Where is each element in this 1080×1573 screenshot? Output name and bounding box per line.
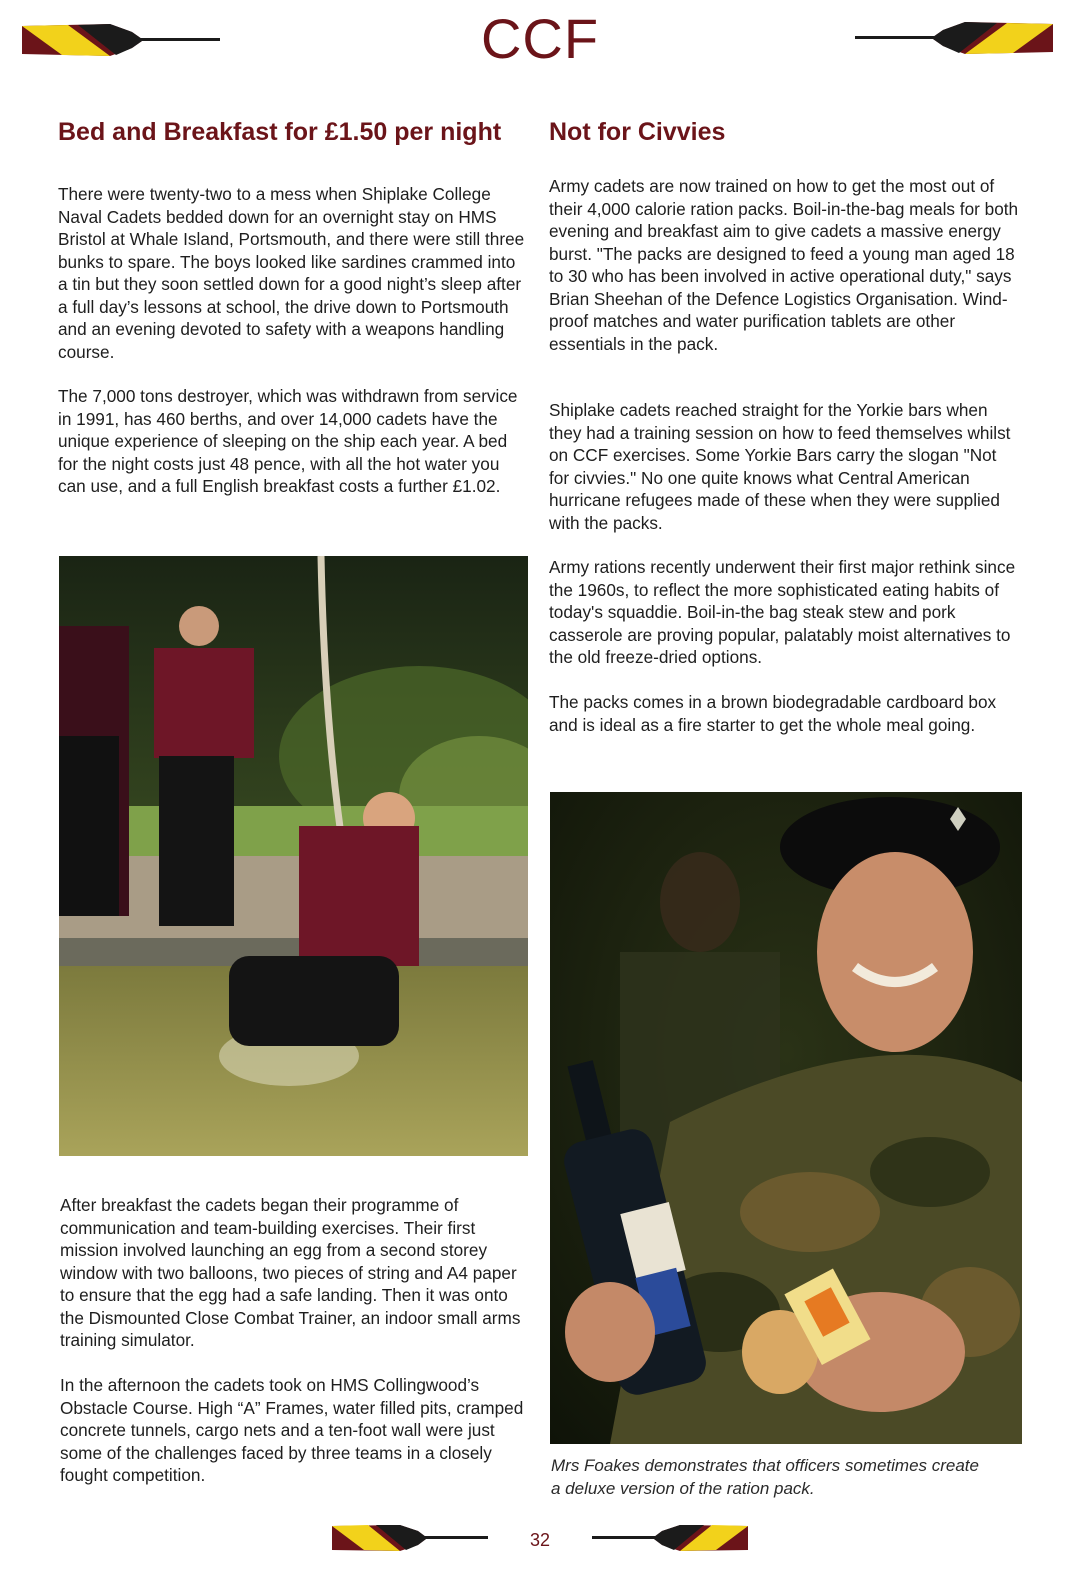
oar-bottom-left-icon	[330, 1522, 490, 1554]
right-paragraph-3: Army rations recently underwent their first major rethink since the 1960s, to reflect the more sophisticated eating habits of today's squaddie. Boil-in-the bag steak stew and pork casserole are proving popular, palatably moist alternatives to the old freeze-dried options.	[549, 557, 1016, 667]
left-paragraph-2: The 7,000 tons destroyer, which was withdrawn from service in 1991, has 460 berths, and over 14,000 cadets have the unique experience of sleeping on the ship each year. A bed for the night costs just 48 pence, with all the hot water you can use, and a full English breakfast costs a further £1.02.	[58, 386, 518, 496]
left-column-heading: Bed and Breakfast for £1.50 per night	[58, 118, 502, 146]
photo-caption: Mrs Foakes demonstrates that officers sometimes create a deluxe version of the ration pack.	[551, 1456, 979, 1498]
left-paragraph-1: There were twenty-two to a mess when Shiplake College Naval Cadets bedded down for an overnight stay on HMS Bristol at Whale Island, Portsmouth, and there were still three bunks to spare. The boys looked like sardines crammed into a tin but they soon settled down for a good night’s sleep after a full day’s lessons at school, the drive down to Portsmouth and an evening devoted to safety with a weapons handling course.	[58, 184, 525, 362]
rope-swing-photo	[59, 556, 528, 1156]
oar-top-right-icon	[855, 18, 1055, 58]
left-paragraph-4: In the afternoon the cadets took on HMS Collingwood’s Obstacle Course. High “A” Frames, water filled pits, cramped concrete tunnels, cargo nets and a ten-foot wall were just some of the challenges faced by three teams in a closely fought competition.	[60, 1375, 524, 1485]
right-paragraph-1: Army cadets are now trained on how to get the most out of their 4,000 calorie ration packs. Boil-in-the-bag meals for both evening and breakfast aim to give cadets a massive energy burst. "The packs are designed to feed a young man aged 18 to 30 who has been involved in active operational duty," says Brian Sheehan of the Defence Logistics Organisation. Wind-proof matches and water purification tablets are other essentials in the pack.	[549, 176, 1019, 354]
right-paragraph-2: Shiplake cadets reached straight for the Yorkie bars when they had a training session on how to feed themselves whilst on CCF exercises. Some Yorkie Bars carry the slogan "Not for civvies." No one quite knows what Central American hurricane refugees made of these when they were supplied with the packs.	[549, 400, 1011, 533]
left-paragraph-3: After breakfast the cadets began their programme of communication and team-building exercises. Their first mission involved launching an egg from a second storey window with two balloons, two pieces of string and A4 paper to ensure that the egg had a safe landing. Then it was onto the Dismounted Close Combat Trainer, an indoor small arms training simulator.	[60, 1195, 521, 1350]
right-column-heading: Not for Civvies	[549, 118, 726, 146]
right-paragraph-4: The packs comes in a brown biodegradable cardboard box and is ideal as a fire starter to get the whole meal going.	[549, 692, 997, 735]
oar-bottom-right-icon	[590, 1522, 750, 1554]
page-number: 32	[529, 1530, 551, 1550]
header-title: CCF	[480, 7, 600, 70]
officer-photo	[550, 792, 1022, 1444]
